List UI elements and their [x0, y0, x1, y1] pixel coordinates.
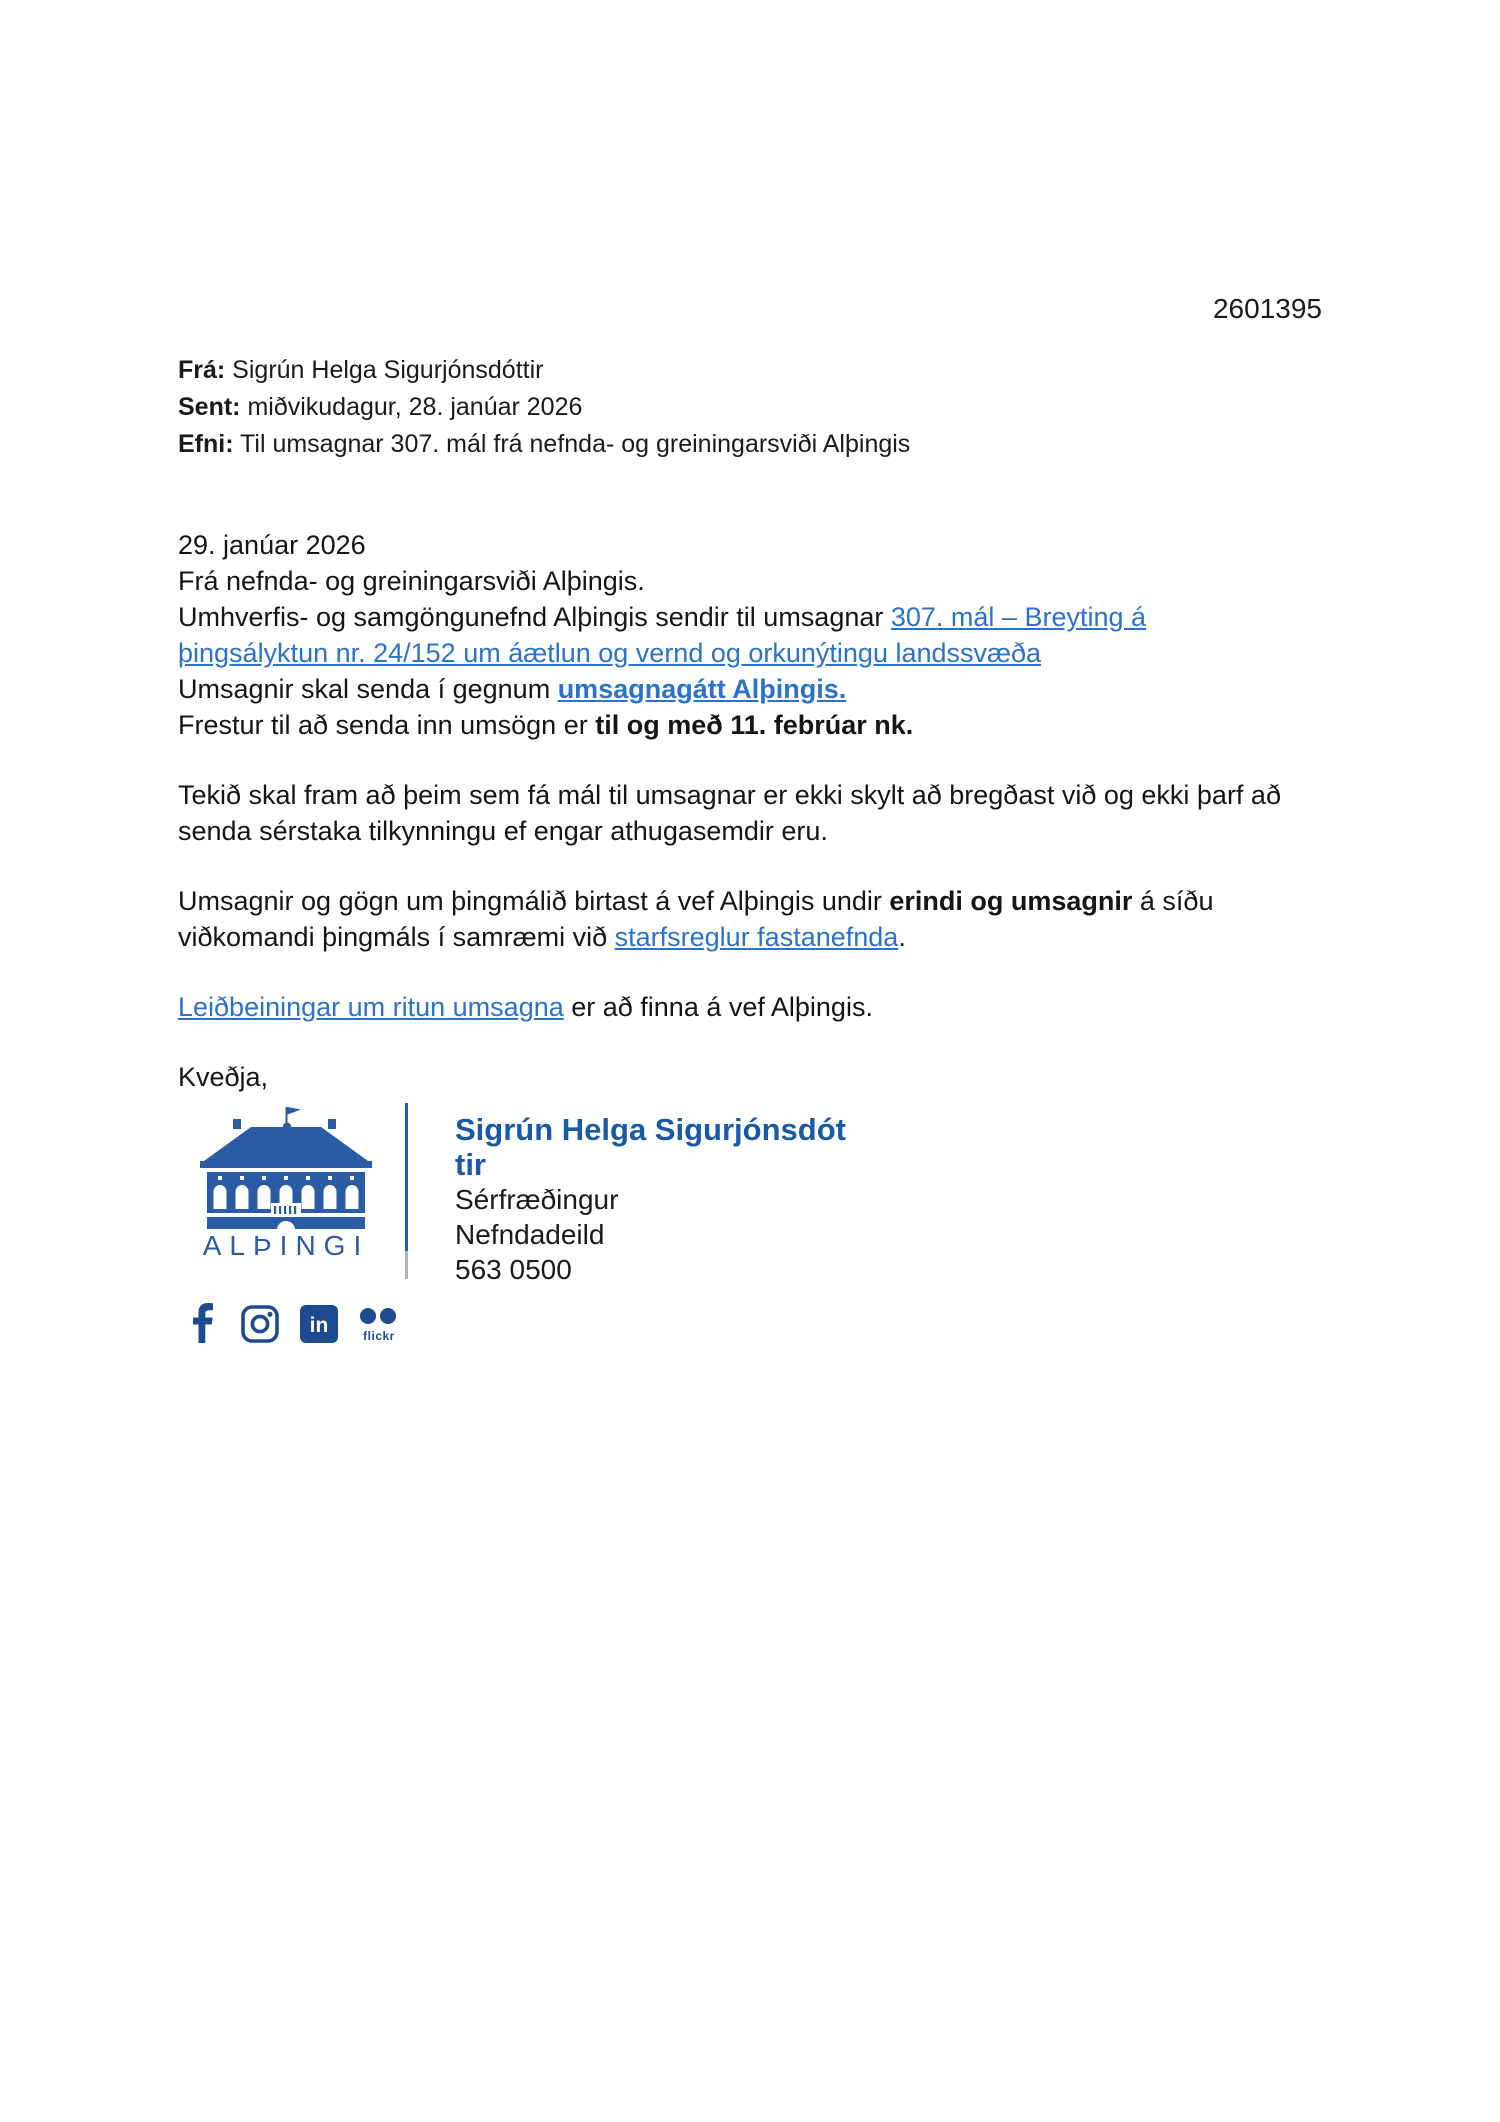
signature-divider-tail	[405, 1251, 408, 1279]
mail-header-subject	[178, 426, 910, 463]
althingi-logo-wordmark: ALÞINGI	[202, 1230, 370, 1261]
text-run: Umsagnir og gögn um þingmálið birtast á vef Alþingis undir	[178, 886, 890, 916]
paragraph	[178, 527, 1388, 743]
subject-value: Til umsagnar 307. mál frá nefnda- og greiningarsviði Alþingis	[233, 430, 911, 458]
signature-department: Nefndadeild	[455, 1219, 605, 1250]
from-value: Sigrún Helga Sigurjónsdóttir	[225, 356, 544, 384]
body-link[interactable]: þingsályktun nr. 24/152 um áætlun og vernd og orkunýtingu landssvæða	[178, 638, 1042, 668]
mail-header-sent	[178, 389, 910, 426]
paragraph	[178, 989, 1388, 1025]
text-run: 29. janúar 2026	[178, 530, 366, 560]
text-run: Frestur til að senda inn umsögn er	[178, 710, 596, 740]
text-run: Umsagnir skal senda í gegnum	[178, 674, 558, 704]
text-run: .	[898, 922, 906, 952]
text-run: Frá nefnda- og greiningarsviði Alþingis.	[178, 566, 645, 596]
althingi-building-logo	[200, 1107, 372, 1229]
paragraph	[178, 1059, 1388, 1095]
flickr-icon[interactable]	[358, 1303, 400, 1343]
doc-number: 2601395	[1212, 293, 1322, 324]
signature-title: Sérfræðingur	[455, 1184, 619, 1215]
signature-details	[455, 1112, 846, 1287]
text-run: Kveðja,	[178, 1062, 269, 1092]
linkedin-icon[interactable]	[300, 1303, 338, 1348]
signature-name-line2: tir	[455, 1147, 486, 1182]
text-run: til og með 11. febrúar nk.	[595, 710, 914, 740]
flickr-label: flickr	[363, 1329, 395, 1343]
body-link[interactable]: Leiðbeiningar um ritun umsagna	[178, 992, 564, 1022]
mail-header-from	[178, 352, 910, 389]
social-icons	[192, 1303, 400, 1348]
signature-name-line1: Sigrún Helga Sigurjónsdót	[455, 1112, 846, 1147]
from-label: Frá:	[178, 356, 226, 384]
sent-value: miðvikudagur, 28. janúar 2026	[240, 393, 583, 421]
paragraph	[178, 883, 1388, 955]
text-run: á síðu	[1132, 886, 1214, 916]
svg-text:in: in	[309, 1314, 329, 1337]
body-link[interactable]: 307. mál – Breyting á	[890, 602, 1147, 632]
body-link[interactable]: starfsreglur fastanefnda	[614, 922, 899, 952]
subject-label: Efni:	[178, 430, 234, 458]
instagram-icon[interactable]	[241, 1303, 279, 1348]
text-run: erindi og umsagnir	[889, 886, 1133, 916]
paragraph	[178, 777, 1388, 849]
signature-divider	[405, 1103, 408, 1251]
sent-label: Sent:	[178, 393, 241, 421]
signature-phone: 563 0500	[455, 1254, 572, 1285]
facebook-icon[interactable]	[192, 1303, 214, 1348]
text-run: senda sérstaka tilkynningu ef engar athugasemdir eru.	[178, 816, 828, 846]
text-run: Umhverfis- og samgöngunefnd Alþingis sendir til umsagnar	[178, 602, 891, 632]
body-link[interactable]: umsagnagátt Alþingis.	[557, 674, 847, 704]
text-run: er að finna á vef Alþingis.	[563, 992, 873, 1022]
text-run: viðkomandi þingmáls í samræmi við	[178, 922, 615, 952]
email-body	[178, 527, 1388, 1129]
mail-header	[178, 352, 910, 463]
text-run: Tekið skal fram að þeim sem fá mál til umsagnar er ekki skylt að bregðast við og ekki þarf að	[178, 780, 1281, 810]
